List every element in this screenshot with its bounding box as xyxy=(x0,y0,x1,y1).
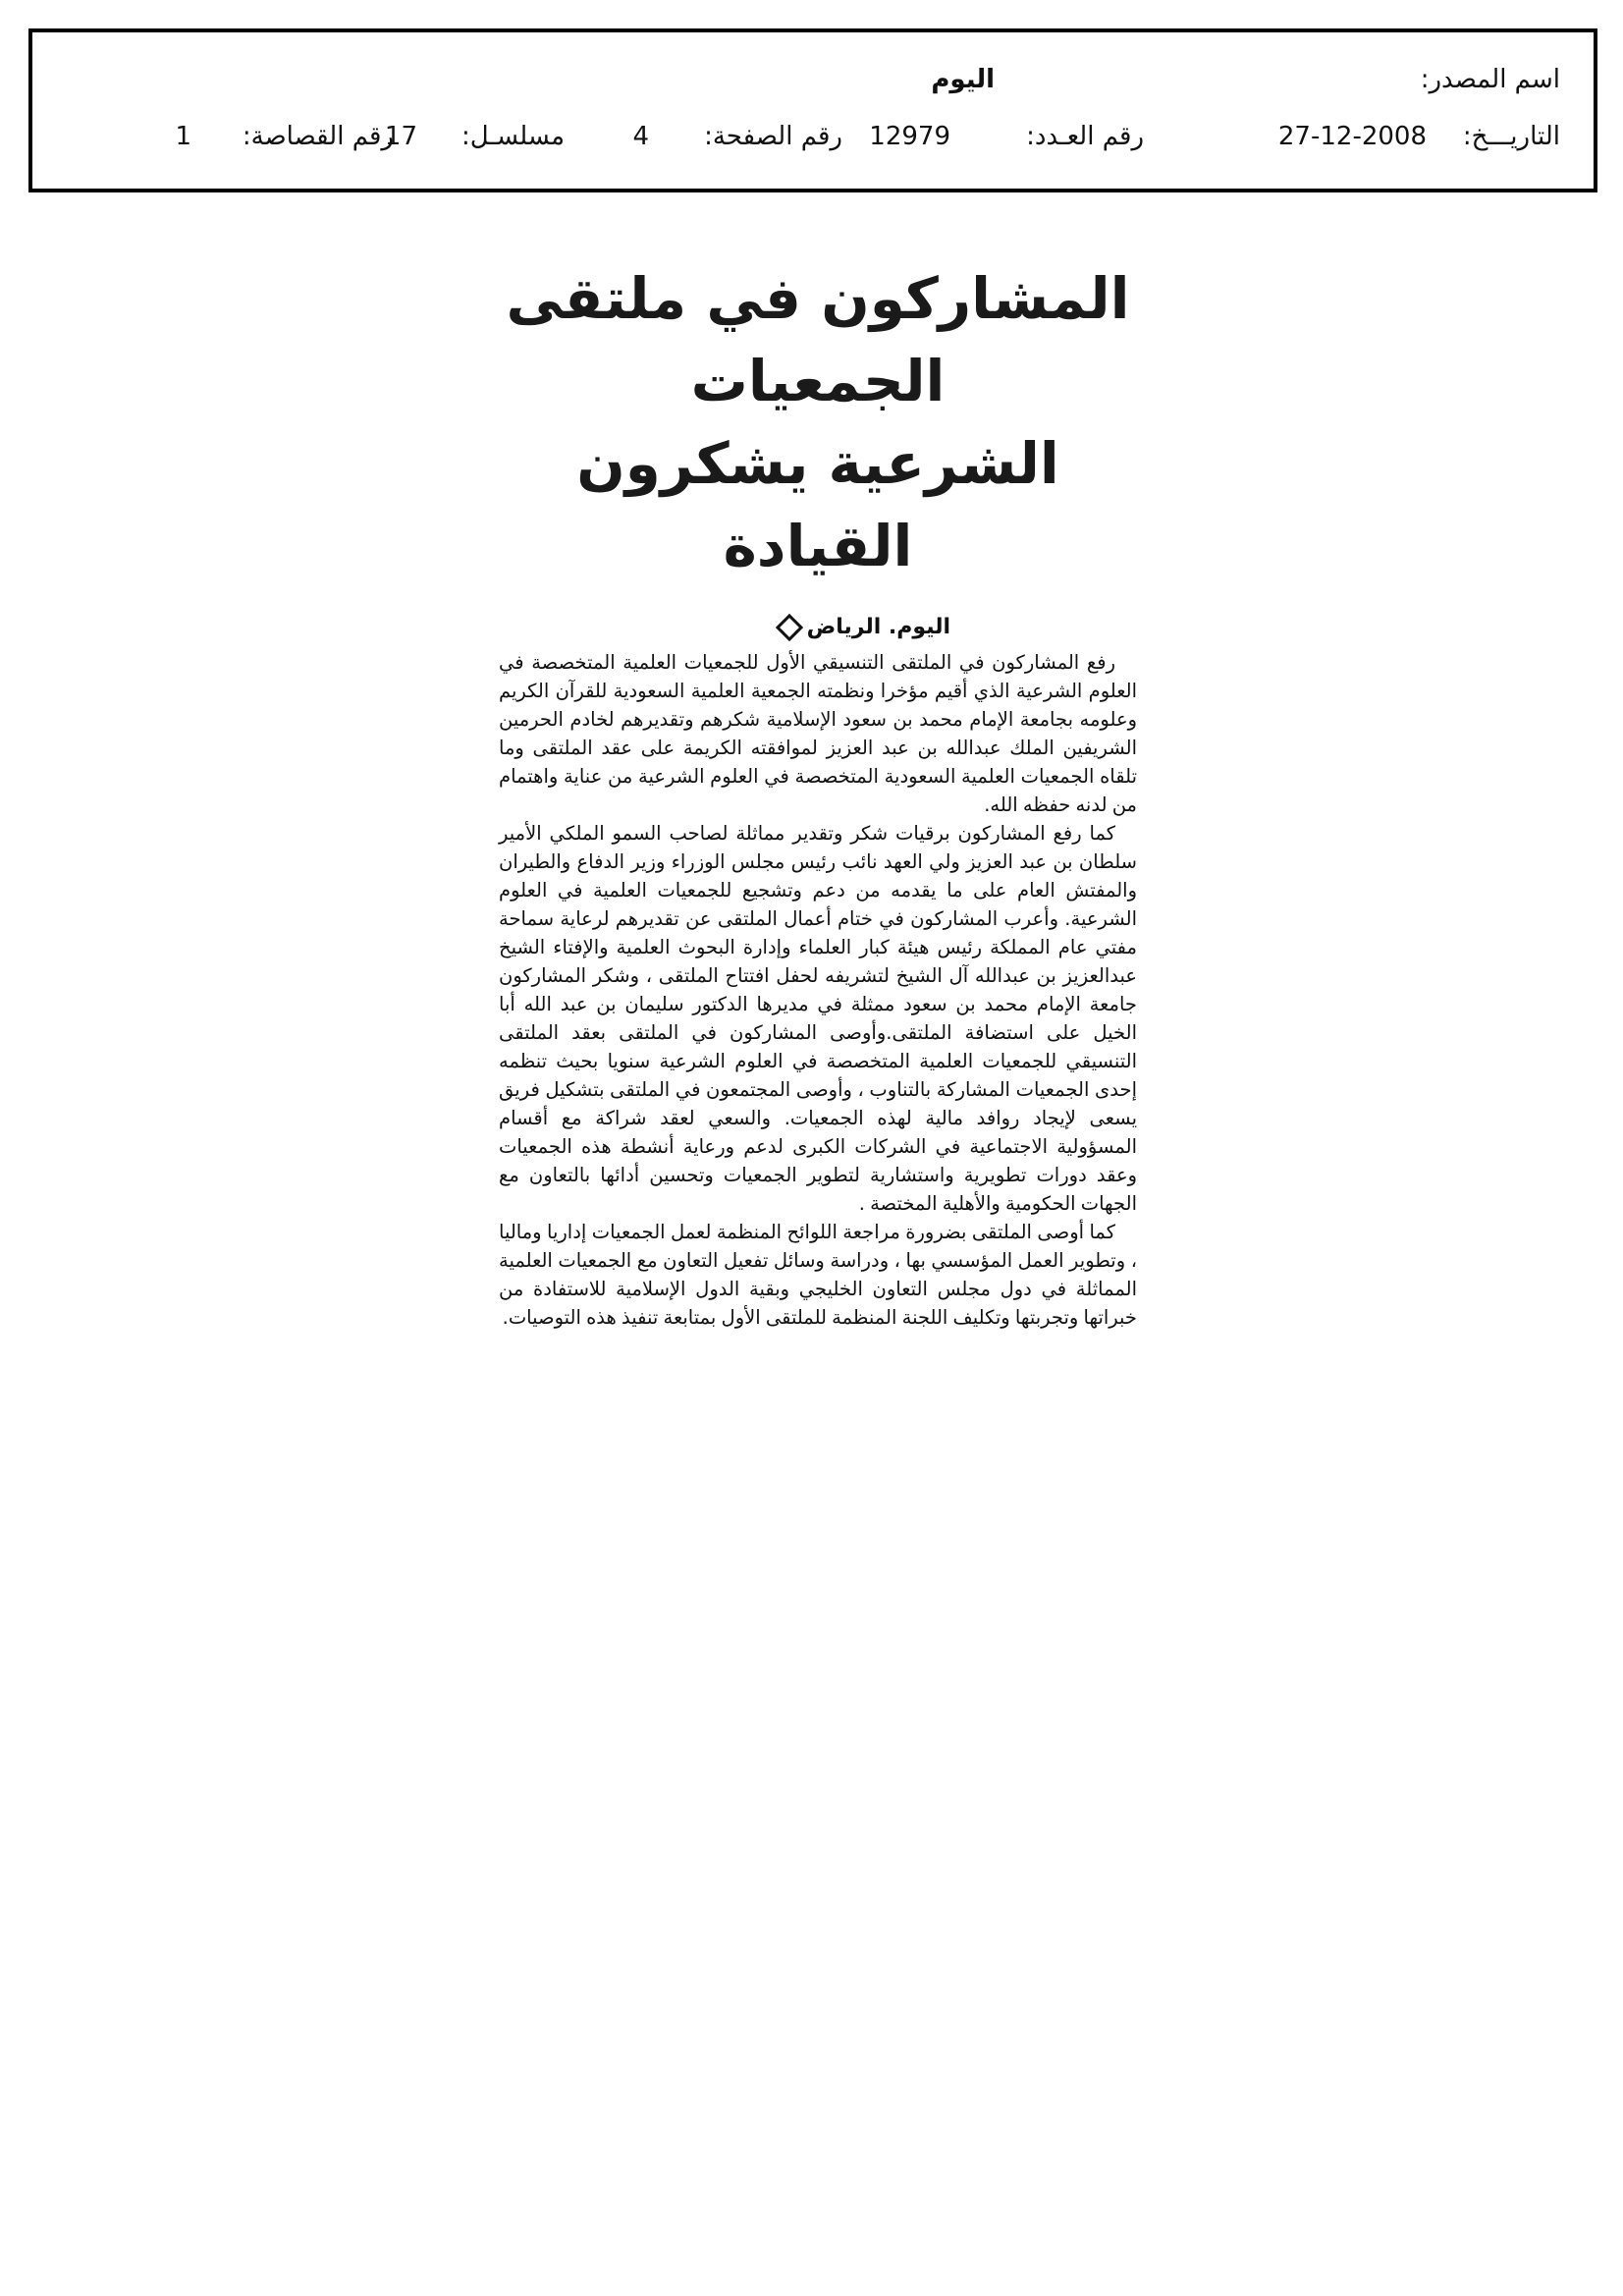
byline-text: اليوم. الرياض xyxy=(806,615,950,639)
serial-label: مسلسـل: xyxy=(461,122,565,151)
diamond-icon xyxy=(776,614,803,641)
date-value: 27-12-2008 xyxy=(1277,122,1427,151)
serial-value: 17 xyxy=(384,122,417,151)
clipping-value: 1 xyxy=(175,122,191,151)
page-label: رقم الصفحة: xyxy=(704,122,842,151)
paragraph-1: رفع المشاركون في الملتقى التنسيقي الأول للجمعيات العلمية المتخصصة في العلوم الشرعية الذي أقيم مؤخرا ونظمته الجمعية العلمية السعودية للقرآن الكريم وعلومه بجامعة الإمام محمد بن سعود الإسلامية شكرهم وتقديرهم لخادم الحرمين الشريفين الملك عبدالله بن عبد العزيز لموافقته الكريمة على عقد الملتقى وما تلقاه الجمعيات العلمية السعودية المتخصصة في العلوم الشرعية من عناية واهتمام من لدنه حفظه الله. xyxy=(499,651,1137,816)
headline-line-1: المشاركون في ملتقى الجمعيات xyxy=(506,265,1130,414)
date-label: التاريـــخ: xyxy=(1462,122,1560,151)
metadata-box xyxy=(28,28,1597,192)
source-value: اليوم xyxy=(931,65,995,94)
issue-value: 12979 xyxy=(869,122,950,151)
source-label: اسم المصدر: xyxy=(1420,65,1560,94)
headline xyxy=(499,257,1137,587)
article-body xyxy=(499,648,1137,1332)
clipping-label: رقم القصاصة: xyxy=(242,122,394,151)
newspaper-clipping xyxy=(499,257,1137,1329)
headline-line-2: الشرعية يشكرون القيادة xyxy=(576,430,1059,579)
page-value: 4 xyxy=(632,122,649,151)
issue-label: رقم العـدد: xyxy=(1026,122,1144,151)
paragraph-3: كما أوصى الملتقى بضرورة مراجعة اللوائح المنظمة لعمل الجمعيات إداريا وماليا ، وتطوير العمل المؤسسي بها ، ودراسة وسائل تفعيل التعاون مع الجمعيات العلمية المماثلة في دول مجلس التعاون الخليجي وبقية الدول الإسلامية للاستفادة من خبراتها وتجربتها وتكليف اللجنة المنظمة للملتقى الأول بمتابعة تنفيذ هذه التوصيات. xyxy=(499,1221,1137,1329)
paragraph-2: كما رفع المشاركون برقيات شكر وتقدير مماثلة لصاحب السمو الملكي الأمير سلطان بن عبد العزيز ولي العهد نائب رئيس مجلس الوزراء وزير الدفاع والطيران والمفتش العام على ما يقدمه من دعم وتشجيع للجمعيات العلمية في العلوم الشرعية. وأعرب المشاركون في ختام أعمال الملتقى عن تقديرهم لرعاية سماحة مفتي عام المملكة رئيس هيئة كبار العلماء وإدارة البحوث العلمية والإفتاء الشيخ عبدالعزيز بن عبدالله آل الشيخ لتشريفه لحفل افتتاح الملتقى ، وشكر المشاركون جامعة الإمام محمد بن سعود ممثلة في مديرها الدكتور سليمان بن عبد الله أبا الخيل على استضافة الملتقى.وأوصى المشاركون في الملتقى بعقد الملتقى التنسيقي للجمعيات العلمية المتخصصة في العلوم الشرعية سنويا بحيث تنظمه إحدى الجمعيات المشاركة بالتناوب ، وأوصى المجتمعون في الملتقى بتشكيل فريق يسعى لإيجاد روافد مالية لهذه الجمعيات. والسعي لعقد شراكة مع أقسام المسؤولية الاجتماعية في الشركات الكبرى لدعم ورعاية أنشطة هذه الجمعيات وعقد دورات تطويرية واستشارية لتطوير الجمعيات وتحسين أدائها بالتعاون مع الجهات الحكومية والأهلية المختصة . xyxy=(499,822,1137,1215)
byline xyxy=(499,611,1137,644)
